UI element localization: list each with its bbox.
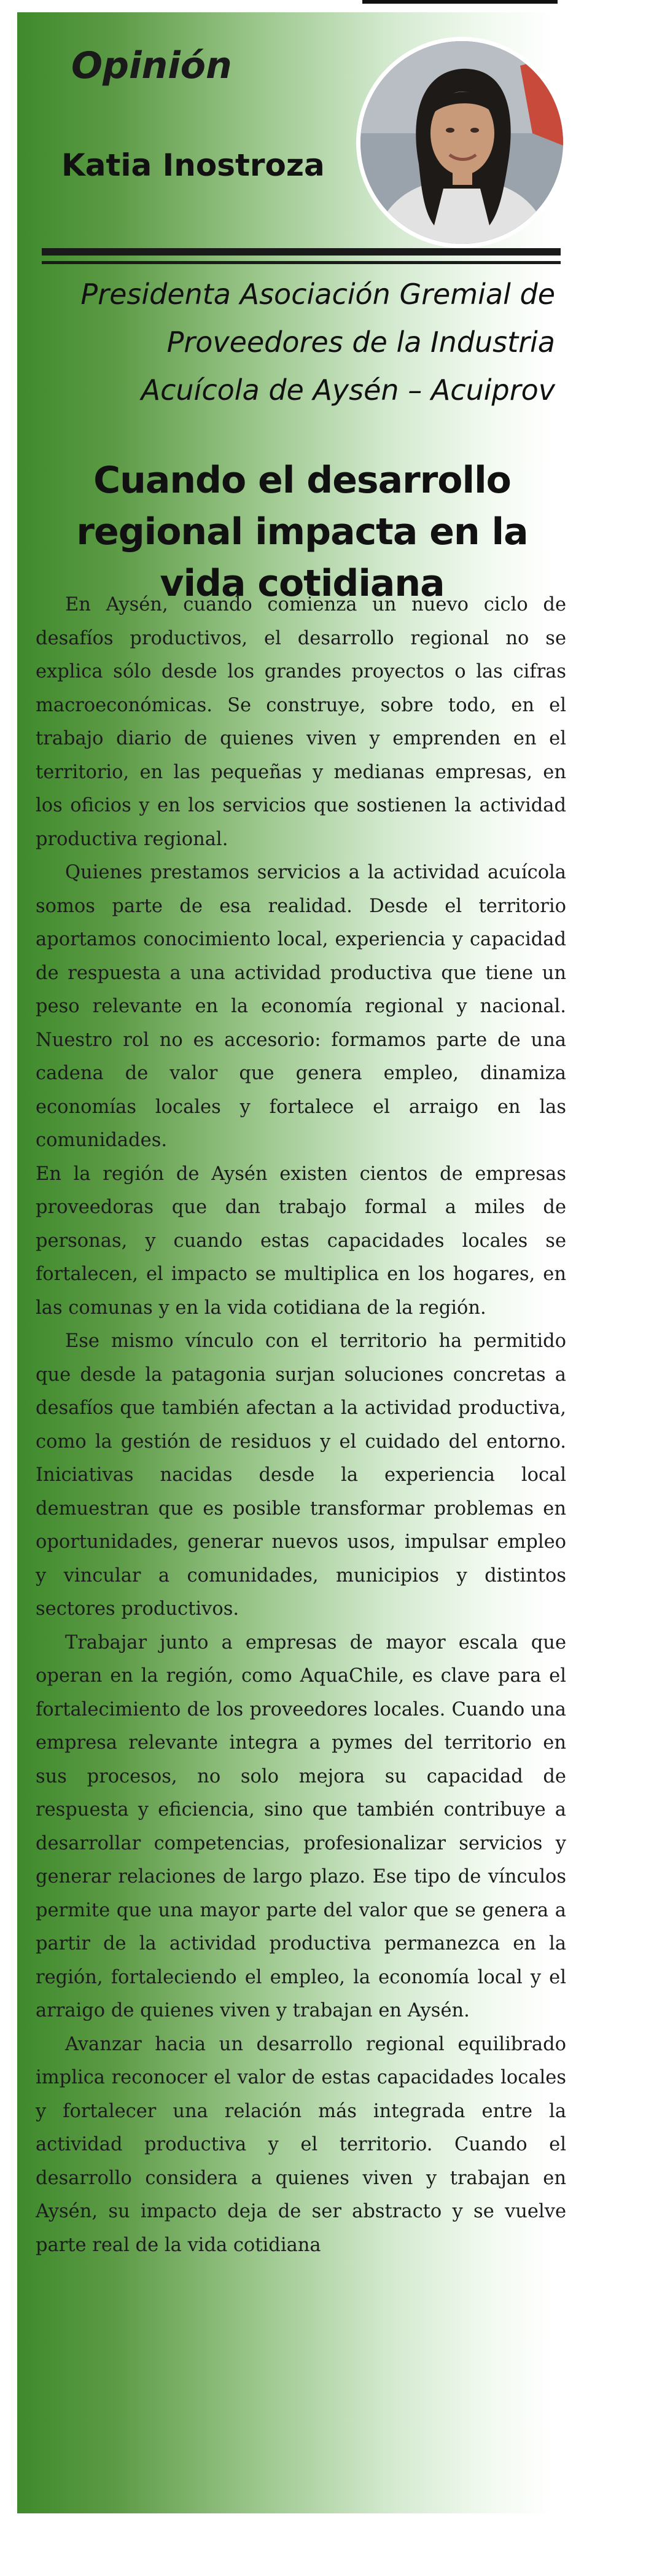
author-role: Presidenta Asociación Gremial de Proveedores de la Industria Acuícola de Aysén – Acuiprov xyxy=(80,278,555,407)
paragraph: Trabajar junto a empresas de mayor escala que operan en la región, como AquaChile, es clave para el fortalecimiento de los proveedores locales. Cuando una empresa relevante integra a pymes del territorio en sus procesos, no solo mejora su capacidad de respuesta y eficiencia, sino que también contribuye a desarrollar competencias, profesionalizar servicios y generar relaciones de largo plazo. Ese tipo de vínculos permite que una mayor parte del valor que se genera a partir de la actividad productiva permanezca en la región, fortaleciendo el empleo, la economía local y el arraigo de quienes viven y trabajan en Aysén. xyxy=(36,1631,566,2021)
top-rule xyxy=(362,0,558,4)
paragraph: En Aysén, cuando comienza un nuevo ciclo de desafíos productivos, el desarrollo regional no se explica sólo desde los grandes proyectos o las cifras macroeconómicas. Se construye, sobre todo, en el trabajo diario de quienes viven y emprenden en el territorio, en las pequeñas y medianas empresas, en los oficios y en los servicios que sostienen la actividad productiva regional. xyxy=(36,594,566,850)
paragraph: Ese mismo vínculo con el territorio ha permitido que desde la patagonia surjan soluciones concretas a desafíos que también afectan a la actividad productiva, como la gestión de residuos y el cuidado del entorno. Iniciativas nacidas desde la experiencia local demuestran que es posible transformar problemas en oportunidades, generar nuevos usos, impulsar empleo y vincular a comunidades, municipios y distintos sectores productivos. xyxy=(36,1330,566,1620)
paragraph: En la región de Aysén existen cientos de empresas proveedoras que dan trabajo formal a miles de personas, y cuando estas capacidades locales se fortalecen, el impacto se multiplica en los hogares, en las comunas y en la vida cotidiana de la región. xyxy=(36,1163,566,1319)
article-body xyxy=(36,588,566,2262)
article-title: Cuando el desarrollo regional impacta en la vida cotidiana xyxy=(76,459,528,605)
paragraph: Avanzar hacia un desarrollo regional equilibrado implica reconocer el valor de estas capacidades locales y fortalecer una relación más integrada entre la actividad productiva y el territorio. Cuando el desarrollo considera a quienes viven y trabajan en Aysén, su impacto deja de ser abstracto y se vuelve parte real de la vida cotidiana xyxy=(36,2033,566,2256)
author-name: Katia Inostroza xyxy=(61,147,325,183)
section-label: Opinión xyxy=(71,44,232,87)
author-portrait-icon xyxy=(356,37,567,248)
paragraph: Quienes prestamos servicios a la actividad acuícola somos parte de esa realidad. Desde el territorio aportamos conocimiento local, experiencia y capacidad de respuesta a una actividad productiva que tiene un peso relevante en la economía regional y nacional. Nuestro rol no es accesorio: formamos parte de una cadena de valor que genera empleo, dinamiza economías locales y fortalece el arraigo en las comunidades. xyxy=(36,862,566,1151)
opinion-column xyxy=(17,12,566,2513)
header-divider-thin xyxy=(42,261,561,264)
header-divider-thick xyxy=(42,248,561,256)
